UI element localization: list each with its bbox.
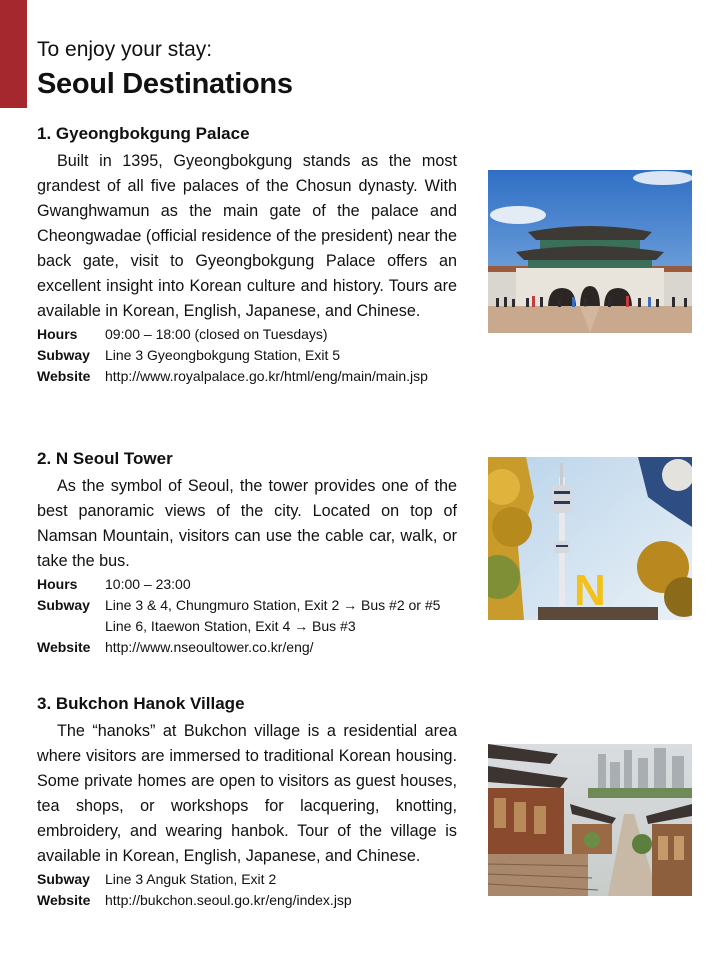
accent-bar <box>0 0 27 108</box>
destination-gyeongbokgung <box>37 121 457 387</box>
destination-bukchon <box>37 691 457 911</box>
bukchon-photo <box>488 744 692 896</box>
subway-value: Line 3 Anguk Station, Exit 2 <box>105 871 277 887</box>
subway-row <box>37 869 457 890</box>
destination-title: 2. N Seoul Tower <box>37 449 173 468</box>
website-label: Website <box>37 368 91 384</box>
subway-label: Subway <box>37 597 90 613</box>
destination-title: 1. Gyeongbokgung Palace <box>37 124 250 143</box>
subway-row <box>37 595 457 616</box>
subway-label: Subway <box>37 871 90 887</box>
subway-label: Subway <box>37 347 90 363</box>
hours-value: 10:00 – 23:00 <box>105 576 191 592</box>
gyeongbokgung-photo <box>488 170 692 333</box>
page-kicker: To enjoy your stay: <box>37 38 213 61</box>
destination-title: 3. Bukchon Hanok Village <box>37 694 245 713</box>
website-row <box>37 637 457 658</box>
tower-sign-letter: N <box>574 566 606 615</box>
website-row <box>37 890 457 911</box>
website-row <box>37 366 457 387</box>
website-link[interactable]: http://www.nseoultower.co.kr/eng/ <box>105 639 314 655</box>
destination-n-seoul-tower <box>37 446 457 658</box>
website-label: Website <box>37 892 91 908</box>
subway-value: Line 3 Gyeongbokgung Station, Exit 5 <box>105 347 341 363</box>
hours-label: Hours <box>37 576 78 592</box>
hours-row <box>37 324 457 345</box>
website-link[interactable]: http://bukchon.seoul.go.kr/eng/index.jsp <box>105 892 352 908</box>
hours-label: Hours <box>37 326 78 342</box>
arrow-right-icon: → <box>294 618 309 634</box>
website-label: Website <box>37 639 91 655</box>
subway-value-1: Line 3 & 4, Chungmuro Station, Exit 2 → Bus #2 or #5 <box>105 597 441 613</box>
page-title: Seoul Destinations <box>37 68 293 100</box>
n-seoul-tower-photo <box>488 457 692 620</box>
destination-description: As the symbol of Seoul, the tower provides one of the best panoramic views of the city. Located on top of Namsan Mountain, visitors can use the cable car, walk, or take the bus. <box>37 477 457 570</box>
hours-value: 09:00 – 18:00 (closed on Tuesdays) <box>105 326 328 342</box>
arrow-right-icon: → <box>343 597 358 613</box>
subway-row <box>37 345 457 366</box>
subway-value-2: Line 6, Itaewon Station, Exit 4 → Bus #3 <box>105 618 356 634</box>
website-link[interactable]: http://www.royalpalace.go.kr/html/eng/main/main.jsp <box>105 368 428 384</box>
subway-row-2 <box>37 616 457 637</box>
hours-row <box>37 574 457 595</box>
destination-description: Built in 1395, Gyeongbokgung stands as the most grandest of all five palaces of the Chosun dynasty. With Gwanghwamun as the main gate of the palace and Cheongwadae (official residence of the president) near the back gate, visit to Gyeongbokgung Palace offers an excellent insight into Korean culture and history. Tours are available in Korean, English, Japanese, and Chinese. <box>37 152 457 320</box>
destination-description: The “hanoks” at Bukchon village is a residential area where visitors are immersed to traditional Korean housing. Some private homes are open to visitors as guest houses, tea shops, or workshops for lacquering, knotting, embroidery, and wearing hanbok. Tour of the village is available in Korean, English, Japanese, and Chinese. <box>37 722 457 865</box>
